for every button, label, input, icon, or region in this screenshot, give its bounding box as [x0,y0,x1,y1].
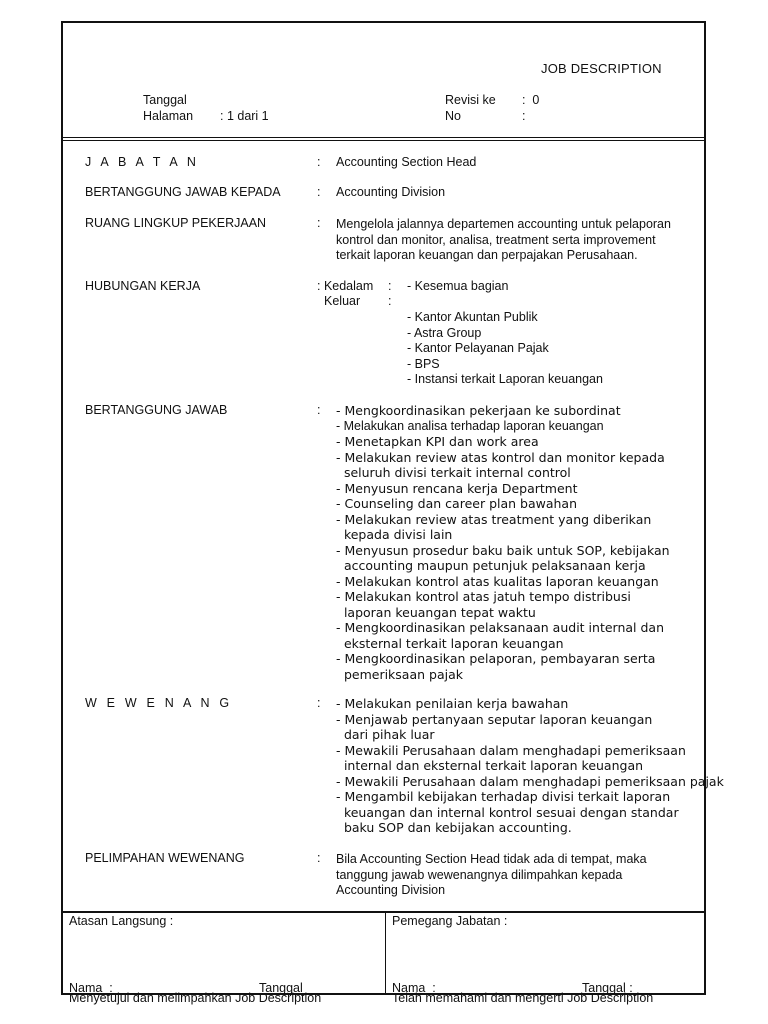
list-item: - Counseling dan career plan bawahan [336,496,578,511]
list-item: - Melakukan analisa terhadap laporan keuangan [336,418,604,433]
bertanggung-jawab-kepada-value: Accounting Division [336,185,446,199]
no-value: : [522,109,526,123]
kedalam-colon: : [388,279,392,293]
wewenang-list [336,696,724,836]
pelimpahan-wewenang-label: PELIMPAHAN WEWENANG [85,851,245,865]
list-item: - Melakukan review atas kontrol dan monitor kepada seluruh divisi terkait internal control [336,449,665,480]
list-item: - Mengkoordinasikan pelaksanaan audit internal dan eksternal terkait laporan keuangan [336,620,664,651]
atasan-note: Menyetujui dan melimpahkan Job Description [69,991,322,1005]
keluar-label: Keluar [324,294,361,308]
pemegang-nama-label: Nama : [392,981,436,995]
list-item: - BPS [407,356,440,371]
bertanggung-jawab-list [336,403,670,682]
kedalam-label: : Kedalam [317,279,374,293]
ruang-lingkup-label: RUANG LINGKUP PEKERJAAN [85,216,267,230]
bertanggung-jawab-kepada-colon: : [317,185,321,199]
list-item: - Instansi terkait Laporan keuangan [407,372,603,386]
no-label: No [445,109,461,123]
ruang-lingkup-line-3: terkait laporan keuangan dan perpajakan Perusahaan. [336,248,638,262]
pelimpahan-line-2: tanggung jawab wewenangnya dilimpahkan kepada [336,867,623,882]
halaman-value: : 1 dari 1 [220,109,269,123]
document-title: JOB DESCRIPTION [541,61,662,76]
list-item: - Kantor Pelayanan Pajak [407,341,549,355]
list-item: - Melakukan review atas treatment yang diberikan kepada divisi lain [336,511,652,542]
signature-divider [63,911,704,913]
revisi-label: Revisi ke [445,93,496,107]
bertanggung-jawab-colon: : [317,403,321,417]
list-item: - Menyusun prosedur baku baik untuk SOP, kebijakan accounting maupun petunjuk pelaksanaan kerja [336,542,670,573]
list-item: - Kantor Akuntan Publik [407,310,538,324]
atasan-tanggal-label: Tanggal [259,981,303,995]
job-description-form [61,21,724,1005]
signature-column-divider [385,913,386,993]
jabatan-label: J A B A T A N [85,155,200,169]
list-item: - Mengkoordinasikan pekerjaan ke subordinat [336,403,621,418]
list-item: - Astra Group [407,325,482,340]
jabatan-colon: : [317,155,321,169]
bertanggung-jawab-kepada-label: BERTANGGUNG JAWAB KEPADA [85,185,281,199]
list-item: - Mewakili Perusahaan dalam menghadapi pemeriksaan internal dan eksternal terkait laporan keuangan [336,742,686,773]
pelimpahan-line-3: Accounting Division [336,883,446,897]
list-item: - Mewakili Perusahaan dalam menghadapi pemeriksaan pajak [336,773,724,789]
kedalam-value: - Kesemua bagian [407,279,509,293]
list-item: - Melakukan kontrol atas jatuh tempo distribusi laporan keuangan tepat waktu [336,589,631,620]
revisi-value: : 0 [522,93,540,107]
header-divider-top [63,137,704,138]
atasan-langsung-label: Atasan Langsung : [69,914,174,928]
halaman-label: Halaman [143,109,194,123]
wewenang-colon: : [317,696,321,710]
pemegang-tanggal-label: Tanggal : [582,981,633,995]
keluar-list [407,310,603,388]
list-item: - Menetapkan KPI dan work area [336,434,539,449]
bertanggung-jawab-label: BERTANGGUNG JAWAB [85,403,228,417]
pemegang-jabatan-label: Pemegang Jabatan : [392,914,508,928]
list-item: - Menjawab pertanyaan seputar laporan keuangan dari pihak luar [336,711,653,742]
pelimpahan-wewenang-colon: : [317,851,321,865]
ruang-lingkup-colon: : [317,216,321,230]
ruang-lingkup-line-2: kontrol dan monitor, analisa, treatment serta improvement [336,232,656,247]
hubungan-kerja-label: HUBUNGAN KERJA [85,279,201,293]
tanggal-label: Tanggal [143,93,187,107]
header-divider-bottom [63,140,704,141]
list-item: - Mengkoordinasikan pelaporan, pembayaran serta pemeriksaan pajak [336,651,656,682]
list-item: - Melakukan kontrol atas kualitas laporan keuangan [336,573,659,589]
pemegang-note: Telah memahami dan mengerti Job Description [392,991,654,1005]
wewenang-label: W E W E N A N G [85,696,233,710]
atasan-nama-label: Nama : [69,981,113,995]
list-item: - Menyusun rencana kerja Department [336,480,578,496]
jabatan-value: Accounting Section Head [336,155,477,169]
ruang-lingkup-line-1: Mengelola jalannya departemen accounting untuk pelaporan [336,217,671,231]
list-item: - Mengambil kebijakan terhadap divisi terkait laporan keuangan dan internal kontrol sesuai dengan standar baku SOP dan kebijakan accounting. [336,789,679,835]
list-item: - Melakukan penilaian kerja bawahan [336,696,569,711]
pelimpahan-line-1: Bila Accounting Section Head tidak ada di tempat, maka [336,852,647,866]
keluar-colon: : [388,294,392,308]
